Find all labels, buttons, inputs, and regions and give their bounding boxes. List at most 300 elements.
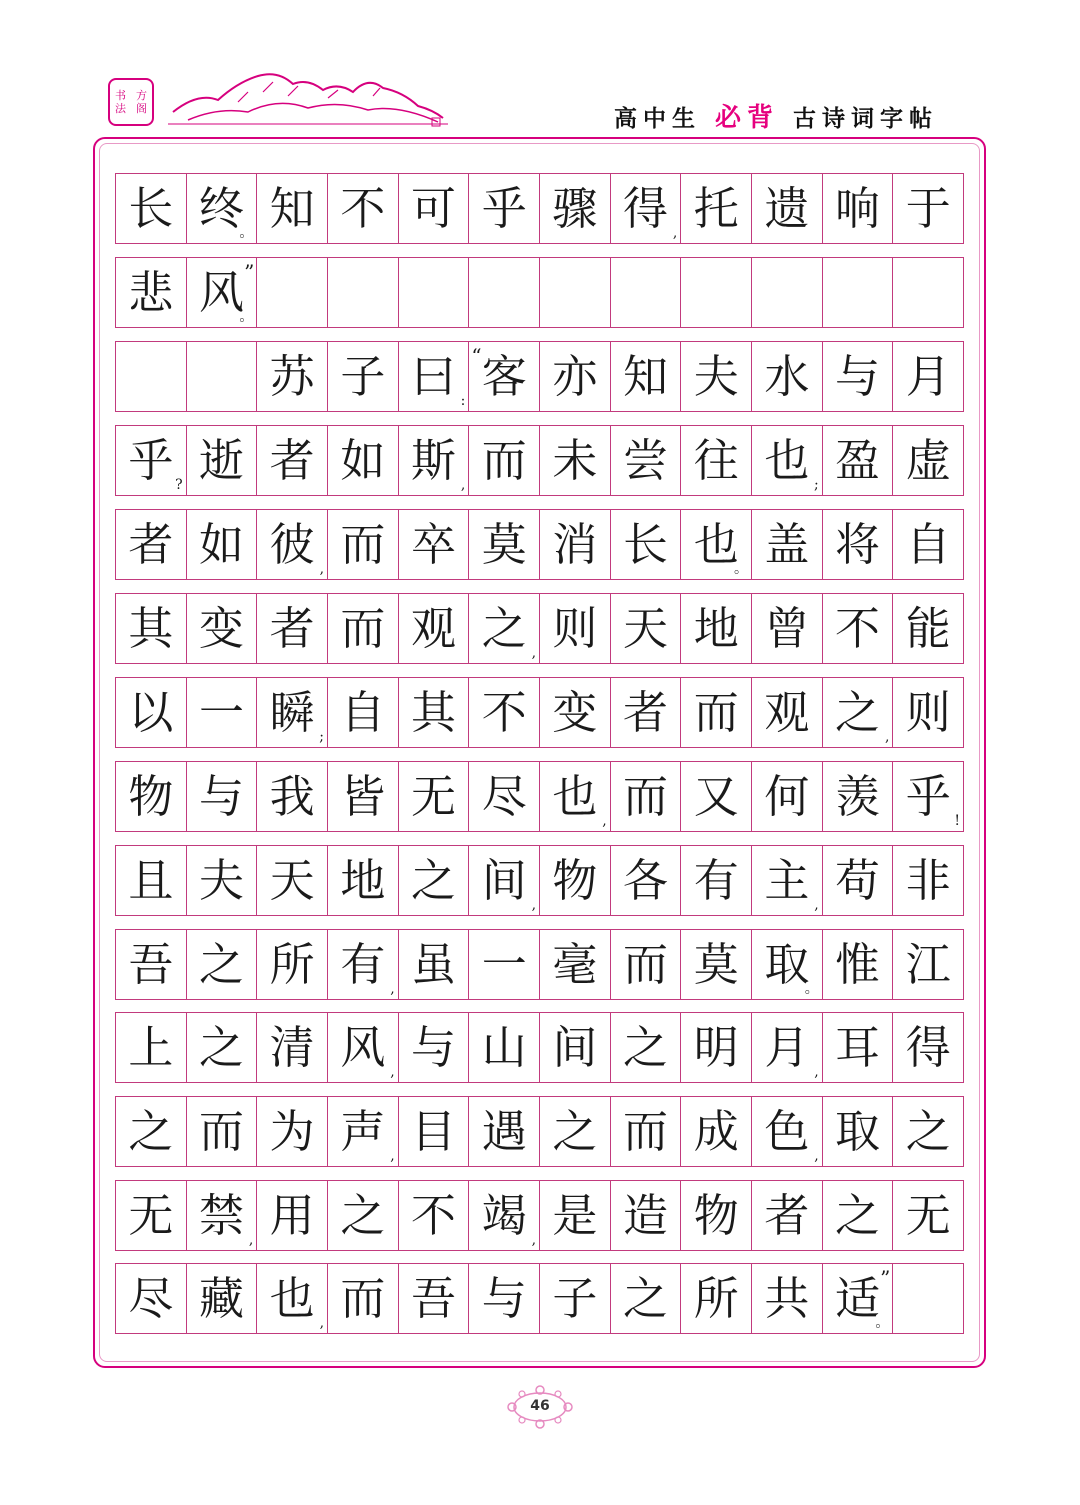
logo-char: 阁 (136, 102, 147, 115)
character: 无 (411, 770, 457, 823)
character: 与 (835, 350, 881, 403)
grid-cell (539, 1264, 610, 1333)
character: 无 (905, 1189, 951, 1242)
grid-cell (822, 678, 893, 747)
character: 其 (411, 686, 457, 739)
grid-cell (256, 930, 327, 999)
character: 乎 (905, 770, 951, 823)
grid-cell (186, 594, 257, 663)
grid-cell (680, 342, 751, 411)
grid-cell (822, 930, 893, 999)
character: 而 (623, 770, 669, 823)
character: 长 (128, 182, 174, 235)
character: 我 (269, 770, 315, 823)
character: 天 (269, 854, 315, 907)
grid-cell (822, 342, 893, 411)
grid-cell (539, 930, 610, 999)
character: 虚 (905, 434, 951, 487)
punctuation: , (531, 645, 537, 661)
grid-row (115, 341, 964, 412)
character: 知 (623, 350, 669, 403)
grid-cell (468, 258, 539, 327)
grid-cell (398, 1181, 469, 1250)
grid-cell (539, 762, 610, 831)
character: 如 (340, 434, 386, 487)
grid-cell (892, 174, 964, 243)
grid-cell (468, 174, 539, 243)
grid-cell (468, 678, 539, 747)
character: 之 (481, 602, 527, 655)
grid-cell (398, 342, 469, 411)
punctuation: , (319, 561, 325, 577)
grid-cell (256, 594, 327, 663)
character: 之 (623, 1021, 669, 1074)
character: 月 (905, 350, 951, 403)
character: 尝 (623, 434, 669, 487)
grid-cell (751, 510, 822, 579)
character: 乎 (128, 434, 174, 487)
grid-cell (398, 1013, 469, 1082)
grid-cell (256, 510, 327, 579)
grid-cell (751, 930, 822, 999)
grid-cell (327, 510, 398, 579)
character: 可 (411, 182, 457, 235)
character: 子 (340, 350, 386, 403)
grid-cell (256, 1264, 327, 1333)
grid-cell (822, 1097, 893, 1166)
grid-cell (680, 1013, 751, 1082)
grid-cell (327, 258, 398, 327)
grid-cell (468, 846, 539, 915)
character: 者 (269, 434, 315, 487)
character: 所 (693, 1272, 739, 1325)
character: 终 (199, 182, 245, 235)
grid-cell (256, 1181, 327, 1250)
character: 变 (199, 602, 245, 655)
character: 也 (269, 1272, 315, 1325)
grid-cell (398, 174, 469, 243)
grid-cell (115, 678, 186, 747)
grid-cell (751, 1097, 822, 1166)
grid-cell (327, 762, 398, 831)
grid-cell (680, 174, 751, 243)
character: 且 (128, 854, 174, 907)
grid-cell (610, 426, 681, 495)
grid-row (115, 593, 964, 664)
character: 用 (269, 1189, 315, 1242)
character: 之 (623, 1272, 669, 1325)
character: 之 (128, 1105, 174, 1158)
character: 与 (199, 770, 245, 823)
grid-cell (680, 1097, 751, 1166)
character: 取 (835, 1105, 881, 1158)
grid-cell (398, 1097, 469, 1166)
grid-cell (256, 1097, 327, 1166)
book-title-accent: 必背 (714, 103, 779, 133)
grid-cell (751, 1264, 822, 1333)
grid-cell (892, 426, 964, 495)
grid-row (115, 509, 964, 580)
character: 之 (835, 1189, 881, 1242)
grid-cell (327, 1013, 398, 1082)
grid-cell (468, 930, 539, 999)
punctuation: ! (954, 813, 961, 829)
punctuation: , (248, 1232, 254, 1248)
character: 明 (693, 1021, 739, 1074)
grid-cell (610, 258, 681, 327)
grid-cell (680, 510, 751, 579)
character: 将 (835, 518, 881, 571)
grid-cell (822, 1181, 893, 1250)
logo-char: 方 (136, 89, 147, 102)
punctuation: 。 (875, 1315, 890, 1331)
grid-cell (539, 1013, 610, 1082)
grid-cell (892, 342, 964, 411)
character: 消 (552, 518, 598, 571)
grid-cell (327, 846, 398, 915)
grid-cell (256, 426, 327, 495)
grid-cell (680, 594, 751, 663)
grid-cell (115, 846, 186, 915)
character: 何 (764, 770, 810, 823)
grid-cell (256, 678, 327, 747)
close-quote: ” (880, 1266, 891, 1290)
grid-cell (468, 762, 539, 831)
grid-cell (892, 1181, 964, 1250)
grid-cell (256, 342, 327, 411)
grid-cell (398, 762, 469, 831)
character: 不 (481, 686, 527, 739)
grid-row (115, 1012, 964, 1083)
grid-cell (610, 1181, 681, 1250)
grid-cell (822, 846, 893, 915)
grid-row (115, 1096, 964, 1167)
grid-cell (115, 426, 186, 495)
grid-cell (186, 1013, 257, 1082)
grid-cell (468, 594, 539, 663)
character: 也 (693, 518, 739, 571)
character: 夫 (693, 350, 739, 403)
grid-cell (468, 1013, 539, 1082)
grid-cell (327, 678, 398, 747)
character: 其 (128, 602, 174, 655)
character: 自 (340, 686, 386, 739)
character: 天 (623, 602, 669, 655)
punctuation: , (531, 897, 537, 913)
grid-cell (115, 1097, 186, 1166)
character: 不 (835, 602, 881, 655)
grid-cell (327, 930, 398, 999)
grid-cell (539, 174, 610, 243)
character: 共 (764, 1272, 810, 1325)
punctuation: , (531, 1232, 537, 1248)
character: 客 (481, 350, 527, 403)
grid-cell (327, 342, 398, 411)
grid-cell (398, 426, 469, 495)
grid-cell (610, 342, 681, 411)
grid-cell (468, 1181, 539, 1250)
grid-cell (751, 426, 822, 495)
grid-cell (186, 1264, 257, 1333)
character: 风 (340, 1021, 386, 1074)
punctuation: , (672, 225, 678, 241)
character: 之 (411, 854, 457, 907)
character: 尽 (481, 770, 527, 823)
grid-cell (115, 174, 186, 243)
character: 彼 (269, 518, 315, 571)
grid-cell (398, 510, 469, 579)
grid-cell (398, 678, 469, 747)
grid-cell (610, 1097, 681, 1166)
grid-cell (186, 426, 257, 495)
character: 物 (128, 770, 174, 823)
character: 夫 (199, 854, 245, 907)
character: 而 (481, 434, 527, 487)
character: 之 (340, 1189, 386, 1242)
punctuation: 。 (804, 981, 819, 997)
grid-row (115, 845, 964, 916)
punctuation: , (814, 1064, 819, 1080)
character: 于 (905, 182, 951, 235)
grid-cell (327, 1181, 398, 1250)
character: 往 (693, 434, 739, 487)
grid-cell (539, 594, 610, 663)
grid-cell (468, 342, 539, 411)
grid-cell (327, 174, 398, 243)
grid-cell (892, 846, 964, 915)
grid-cell (256, 174, 327, 243)
character: 适 (835, 1272, 881, 1325)
character: 未 (552, 434, 598, 487)
character: 能 (905, 602, 951, 655)
grid-cell (751, 174, 822, 243)
character: 以 (128, 686, 174, 739)
character: 禁 (199, 1189, 245, 1242)
character: 苟 (835, 854, 881, 907)
grid-cell (115, 594, 186, 663)
grid-cell (822, 1264, 893, 1333)
grid-cell (751, 258, 822, 327)
character: 耳 (835, 1021, 881, 1074)
grid-cell (751, 594, 822, 663)
grid-cell (186, 342, 257, 411)
grid-cell (610, 1264, 681, 1333)
character: 一 (199, 686, 245, 739)
grid-cell (892, 594, 964, 663)
grid-row (115, 929, 964, 1000)
grid-cell (680, 1264, 751, 1333)
book-title (614, 97, 938, 134)
grid-cell (751, 1013, 822, 1082)
logo-char: 书 (115, 89, 126, 102)
character: 变 (552, 686, 598, 739)
grid-cell (822, 762, 893, 831)
grid-cell (468, 1264, 539, 1333)
punctuation: 。 (239, 309, 254, 325)
character: 水 (764, 350, 810, 403)
grid-cell (256, 762, 327, 831)
grid-cell (115, 342, 186, 411)
character: 之 (905, 1105, 951, 1158)
grid-cell (468, 1097, 539, 1166)
character: 者 (623, 686, 669, 739)
grid-cell (186, 510, 257, 579)
grid-row (115, 257, 964, 328)
grid-row (115, 173, 964, 244)
punctuation: ; (319, 729, 325, 745)
grid-cell (186, 930, 257, 999)
grid-cell (680, 762, 751, 831)
character: 也 (552, 770, 598, 823)
punctuation: , (814, 897, 819, 913)
character: 托 (693, 182, 739, 235)
grid-cell (539, 510, 610, 579)
character: 知 (269, 182, 315, 235)
character: 有 (693, 854, 739, 907)
character: 曾 (764, 602, 810, 655)
grid-cell (327, 1264, 398, 1333)
character: 非 (905, 854, 951, 907)
character: 亦 (552, 350, 598, 403)
character: 盈 (835, 434, 881, 487)
grid-cell (892, 678, 964, 747)
grid-cell (539, 678, 610, 747)
character: 物 (693, 1189, 739, 1242)
character: 江 (905, 938, 951, 991)
character: 竭 (481, 1189, 527, 1242)
punctuation: 。 (239, 225, 254, 241)
character: 山 (481, 1021, 527, 1074)
page-number-badge (500, 1382, 580, 1432)
grid-cell (398, 1264, 469, 1333)
punctuation: , (602, 813, 607, 829)
character: 子 (552, 1272, 598, 1325)
open-quote: “ (471, 344, 482, 368)
character: 而 (693, 686, 739, 739)
grid-cell (751, 1181, 822, 1250)
character: 而 (340, 602, 386, 655)
character: 也 (764, 434, 810, 487)
grid-cell (822, 174, 893, 243)
punctuation: ; (814, 477, 819, 493)
character: 无 (128, 1189, 174, 1242)
grid-cell (610, 594, 681, 663)
character: 莫 (693, 938, 739, 991)
grid-cell (610, 846, 681, 915)
grid-row (115, 761, 964, 832)
grid-cell (822, 594, 893, 663)
character: 斯 (411, 434, 457, 487)
grid-cell (115, 1013, 186, 1082)
character: 间 (552, 1021, 598, 1074)
grid-row (115, 425, 964, 496)
grid-cell (398, 846, 469, 915)
grid-cell (186, 678, 257, 747)
character: 主 (764, 854, 810, 907)
grid-cell (680, 258, 751, 327)
mountain-decoration-icon (168, 62, 448, 132)
character: 为 (269, 1105, 315, 1158)
character: 声 (340, 1105, 386, 1158)
grid-cell (327, 426, 398, 495)
grid-cell (398, 594, 469, 663)
character: 苏 (269, 350, 315, 403)
character: 物 (552, 854, 598, 907)
character: 瞬 (269, 686, 315, 739)
character: 响 (835, 182, 881, 235)
character: 不 (411, 1189, 457, 1242)
grid-cell (186, 762, 257, 831)
grid-row (115, 1180, 964, 1251)
character: 地 (693, 602, 739, 655)
character: 观 (764, 686, 810, 739)
grid-cell (610, 510, 681, 579)
grid-cell (256, 1013, 327, 1082)
grid-cell (398, 930, 469, 999)
publisher-logo (108, 78, 154, 126)
character: 之 (552, 1105, 598, 1158)
grid-cell (186, 174, 257, 243)
punctuation: , (319, 1315, 325, 1331)
character: 之 (199, 1021, 245, 1074)
logo-char: 法 (115, 102, 126, 115)
grid-cell (822, 426, 893, 495)
character: 地 (340, 854, 386, 907)
character: 得 (905, 1021, 951, 1074)
grid-cell (115, 930, 186, 999)
grid-cell (115, 1264, 186, 1333)
character: 吾 (411, 1272, 457, 1325)
grid-cell (539, 846, 610, 915)
character: 而 (623, 1105, 669, 1158)
grid-cell (539, 1181, 610, 1250)
character: 者 (269, 602, 315, 655)
punctuation: , (884, 729, 890, 745)
grid-cell (186, 1181, 257, 1250)
character: 又 (693, 770, 739, 823)
book-title-prefix: 高中生 (613, 106, 701, 132)
punctuation: ? (175, 477, 183, 493)
character: 造 (623, 1189, 669, 1242)
grid-cell (822, 510, 893, 579)
grid-cell (610, 930, 681, 999)
character: 尽 (128, 1272, 174, 1325)
character: 而 (340, 1272, 386, 1325)
character: 者 (128, 518, 174, 571)
character: 而 (199, 1105, 245, 1158)
grid-cell (751, 678, 822, 747)
grid-row (115, 677, 964, 748)
punctuation: , (390, 981, 395, 997)
character: 而 (623, 938, 669, 991)
character: 悲 (128, 266, 174, 319)
character: 则 (905, 686, 951, 739)
character: 成 (693, 1105, 739, 1158)
grid-cell (892, 258, 964, 327)
character: 有 (340, 938, 386, 991)
grid-cell (186, 258, 257, 327)
character: 清 (269, 1021, 315, 1074)
character: 与 (481, 1272, 527, 1325)
grid-cell (468, 510, 539, 579)
grid-cell (610, 762, 681, 831)
character: 惟 (835, 938, 881, 991)
character: 一 (481, 938, 527, 991)
grid-cell (468, 426, 539, 495)
character: 月 (764, 1021, 810, 1074)
grid-cell (115, 510, 186, 579)
character: 者 (764, 1189, 810, 1242)
